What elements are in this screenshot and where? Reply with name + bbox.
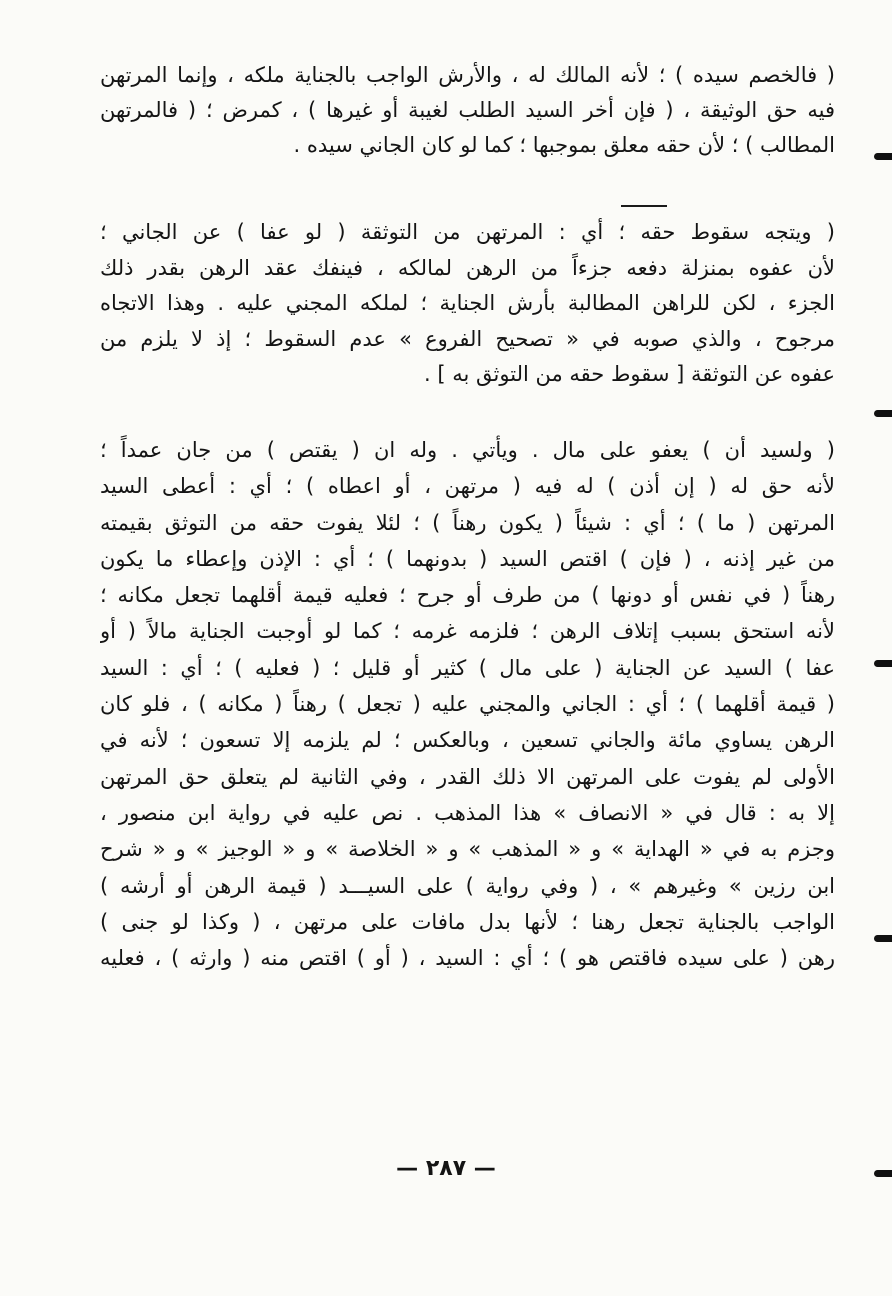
text-line: المطالب ) ؛ لأن حقه معلق بموجبها ؛ كما لو كان الجاني سيده . — [293, 133, 835, 157]
text-line: فيه حق الوثيقة ، ( فإن أخر السيد الطلب لغيبة أو غيرها ) ، كمرض ؛ ( فالمرتهن — [100, 98, 835, 122]
overline-mark — [621, 205, 667, 207]
text-line: وجزم به في « الهداية » و « المذهب » و « الخلاصة » و « الوجيز » و « شرح — [100, 837, 835, 862]
text-line: الأولى لم يفوت على المرتهن الا ذلك القدر ، وفي الثانية لم يتعلق حق المرتهن — [100, 764, 835, 789]
text-line: الجزء ، لكن للراهن المطالبة بأرش الجناية ؛ لملكه المجني عليه . وهذا الاتجاه — [100, 291, 835, 315]
edge-tab-mark — [874, 660, 892, 667]
text-line: رهن ( على سيده فاقتص هو ) ؛ أي : السيد ، ( أو ) اقتص منه ( وارثه ) ، فعليه — [100, 946, 835, 971]
paragraph-1 — [100, 58, 835, 163]
page-number: — ٢٨٧ — — [396, 1156, 496, 1181]
text-line: الواجب بالجناية تجعل رهنا ؛ لأنها بدل مافات على مرتهن ، ( وكذا لو جنى ) — [100, 909, 835, 934]
edge-tab-mark — [874, 935, 892, 942]
text-line: ابن رزين » وغيرهم » ، ( وفي رواية ) على السيـــد ( قيمة الرهن أو أرشه ) — [100, 873, 835, 898]
text-line: ( فالخصم سيده ) ؛ لأنه المالك له ، والأرش الواجب بالجناية ملكه ، وإنما المرتهن — [100, 63, 835, 87]
text-line: من غير إذنه ، ( فإن ) اقتص السيد ( بدونهما ) ؛ أي : الإذن وإعطاء ما يكون — [100, 546, 835, 571]
text-line: إلا به : قال في « الانصاف » هذا المذهب . نص عليه في رواية ابن منصور ، — [100, 800, 835, 825]
text-line: لأنه حق له ( إن أذن ) له فيه ( مرتهن ، أو اعطاه ) ؛ أي : أعطى السيد — [100, 474, 835, 499]
text-line: المرتهن ( ما ) ؛ أي : شيئاً ( يكون رهناً ) ؛ لئلا يفوت حقه من التوثق بقيمته — [100, 510, 835, 535]
text-line: ( ويتجه سقوط حقه ؛ أي : المرتهن من التوثقة ( لو عفا ) عن الجاني ؛ — [100, 220, 835, 244]
text-line: عفا ) السيد عن الجناية ( على مال ) كثير أو قليل ؛ ( فعليه ) ؛ أي : السيد — [100, 655, 835, 680]
text-line: عفوه عن التوثقة [ سقوط حقه من التوثق به ] . — [424, 362, 835, 386]
text-line: الرهن يساوي مائة والجاني تسعين ، وبالعكس ؛ لم يلزمه إلا تسعون ؛ لأنه في — [100, 728, 835, 753]
text-line: ( ولسيد أن ) يعفو على مال . ويأتي . وله ان ( يقتص ) من جان عمداً ؛ — [100, 438, 835, 462]
text-line: لأنه استحق بسبب إتلاف الرهن ؛ فلزمه غرمه ؛ كما لو أوجبت الجناية مالاً ( أو — [100, 619, 835, 644]
edge-tab-mark — [874, 410, 892, 417]
paragraph-3 — [100, 432, 835, 976]
edge-tab-mark — [874, 1170, 892, 1177]
text-line: لأن عفوه بمنزلة دفعه جزءاً من الرهن لمالكه ، فينفك عقد الرهن بقدر ذلك — [100, 255, 835, 280]
text-line: ( قيمة أقلهما ) ؛ أي : الجاني والمجني عليه ( تجعل ) رهناً ( مكانه ) ، فلو كان — [100, 692, 835, 717]
text-line: رهناً ( في نفس أو دونها ) من طرف أو جرح ؛ فعليه قيمة أقلهما تجعل مكانه ؛ — [100, 583, 835, 608]
paragraph-2 — [100, 215, 835, 393]
edge-tab-mark — [874, 153, 892, 160]
text-line: مرجوح ، والذي صوبه في « تصحيح الفروع » عدم السقوط ؛ إذ لا يلزم من — [100, 326, 835, 351]
